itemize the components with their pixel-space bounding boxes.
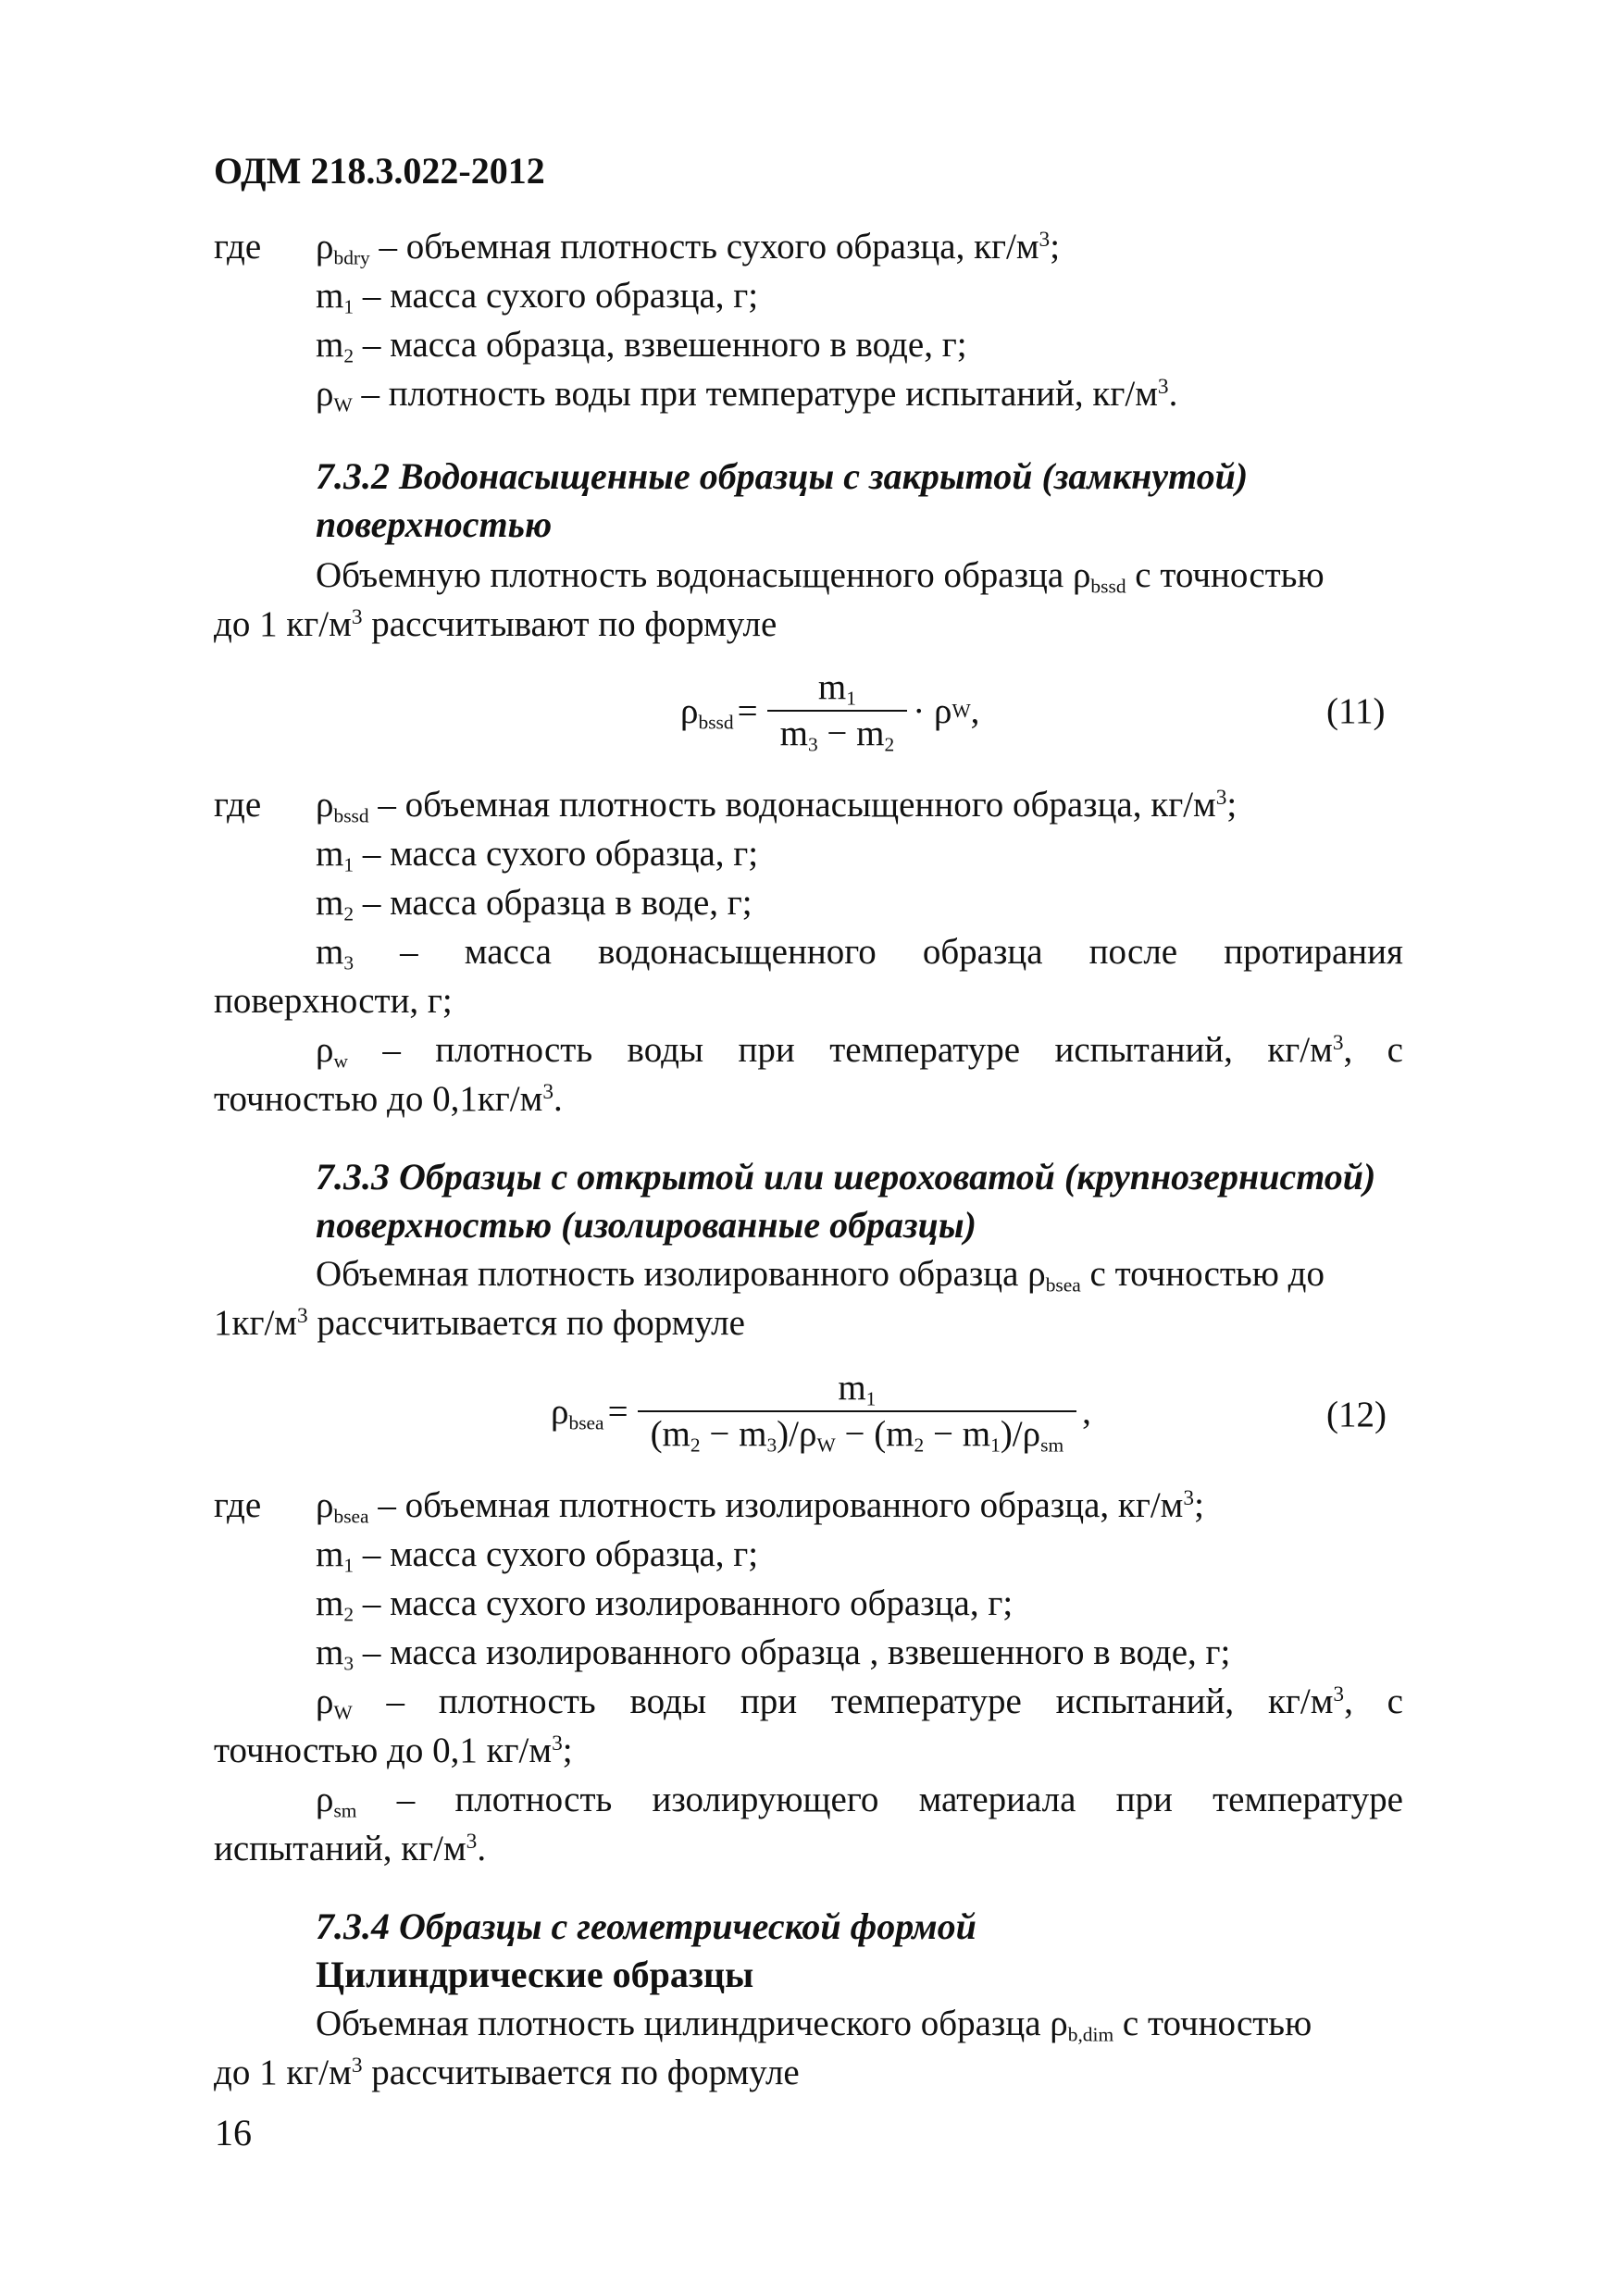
- formula-12: $\rho_{bsea}$ = $\frac{m_1}{(m_2 - m_3)/\rho_W - (m_2 - m_1)/\rho_{sm}}$ ,: [551, 1368, 1091, 1457]
- section-7-3-2-heading-cont: поверхностью: [316, 503, 553, 545]
- formula-12-number: (12): [1326, 1395, 1387, 1434]
- formula-11-fraction: $\frac{m_1}{m_3 - m_2}$: [767, 669, 908, 752]
- section-7-3-3-heading: 7.3.3 Образцы с открытой или шероховатой (крупнозернистой): [316, 1156, 1376, 1198]
- legend-rho-w-c: $\rho_W$ – плотность воды при температуре испытаний, $кг/м^3$, с: [316, 1682, 1403, 1724]
- cylindrical-samples-subheading: Цилиндрические образцы: [316, 1954, 754, 1995]
- legend-rho-bdry: $\rho_{bdry}$ – объемная плотность сухого образца, $кг/м^3$;: [316, 227, 1061, 269]
- formula-12-fraction: $\frac{m_1}{(m_2 - m_3)/\rho_W - (m_2 - m_1)/\rho_{sm}}$: [638, 1370, 1077, 1453]
- legend-rho-w-b: $\rho_w$ – плотность воды при температуре испытаний, $кг/м^3$, с: [316, 1030, 1403, 1073]
- legend-m2-c: $m_2$ – масса сухого изолированного образца, г;: [316, 1583, 1014, 1626]
- where-label-3: где: [214, 1485, 262, 1525]
- section-7-3-2-paragraph-cont: до 1 $кг/м^3$ рассчитывают по формуле: [214, 604, 777, 644]
- document-code: ОДМ 218.3.022-2012: [214, 150, 545, 192]
- where-label: где: [214, 227, 262, 267]
- section-7-3-4-paragraph: Объемная плотность цилиндрического образца $\rho_{b,dim}$ с точностью: [316, 2004, 1312, 2046]
- section-7-3-2-heading: 7.3.2 Водонасыщенные образцы с закрытой (замкнутой): [316, 455, 1249, 497]
- legend-rho-bssd: $\rho_{bssd}$ – объемная плотность водонасыщенного образца, $кг/м^3$;: [316, 785, 1238, 827]
- legend-m1-c: $m_1$ – масса сухого образца, г;: [316, 1534, 759, 1577]
- legend-m3-b: $m_3$ – масса водонасыщенного образца после протирания: [316, 932, 1403, 974]
- where-label-2: где: [214, 785, 262, 825]
- legend-rho-sm-cont: испытаний, $кг/м^3$.: [214, 1829, 487, 1868]
- legend-m2: $m_2$ – масса образца, взвешенного в воде, г;: [316, 325, 967, 367]
- legend-rho-w-b-cont: точностью до $0,1кг/м^3$.: [214, 1079, 563, 1119]
- section-7-3-2-paragraph: Объемную плотность водонасыщенного образца $\rho_{bssd}$ с точностью: [316, 555, 1325, 598]
- legend-rho-w: $\rho_W$ – плотность воды при температуре испытаний, $кг/м^3$.: [316, 374, 1178, 416]
- legend-m3-c: $m_3$ – масса изолированного образца , взвешенного в воде, г;: [316, 1632, 1231, 1675]
- formula-12-lhs: $\rho_{bsea}$: [551, 1391, 604, 1433]
- legend-m1: $m_1$ – масса сухого образца, г;: [316, 276, 759, 318]
- page-number: 16: [215, 2112, 252, 2153]
- section-7-3-3-paragraph-cont: $1кг/м^3$ рассчитывается по формуле: [214, 1303, 745, 1343]
- section-7-3-4-paragraph-cont: до 1 $кг/м^3$ рассчитывается по формуле: [214, 2053, 800, 2092]
- formula-11: $\rho_{bssd}$ = $\frac{m_1}{m_3 - m_2}$ · ρ W ,: [680, 667, 980, 756]
- section-7-3-3-paragraph: Объемная плотность изолированного образца $\rho_{bsea}$ с точностью до: [316, 1254, 1325, 1297]
- formula-11-number: (11): [1326, 691, 1386, 731]
- legend-m1-b: $m_1$ – масса сухого образца, г;: [316, 834, 759, 876]
- legend-m3-b-cont: поверхности, г;: [214, 981, 453, 1021]
- section-7-3-3-heading-cont: поверхностью (изолированные образцы): [316, 1204, 976, 1246]
- legend-m2-b: $m_2$ – масса образца в воде, г;: [316, 883, 753, 925]
- legend-rho-bsea: $\rho_{bsea}$ – объемная плотность изолированного образца, $кг/м^3$;: [316, 1485, 1204, 1528]
- section-7-3-4-heading: 7.3.4 Образцы с геометрической формой: [316, 1905, 976, 1947]
- legend-rho-sm: $\rho_{sm}$ – плотность изолирующего материала при температуре: [316, 1780, 1403, 1822]
- formula-11-lhs: $\rho_{bssd}$: [680, 690, 734, 733]
- legend-rho-w-c-cont: точностью до 0,1 $кг/м^3$;: [214, 1731, 573, 1770]
